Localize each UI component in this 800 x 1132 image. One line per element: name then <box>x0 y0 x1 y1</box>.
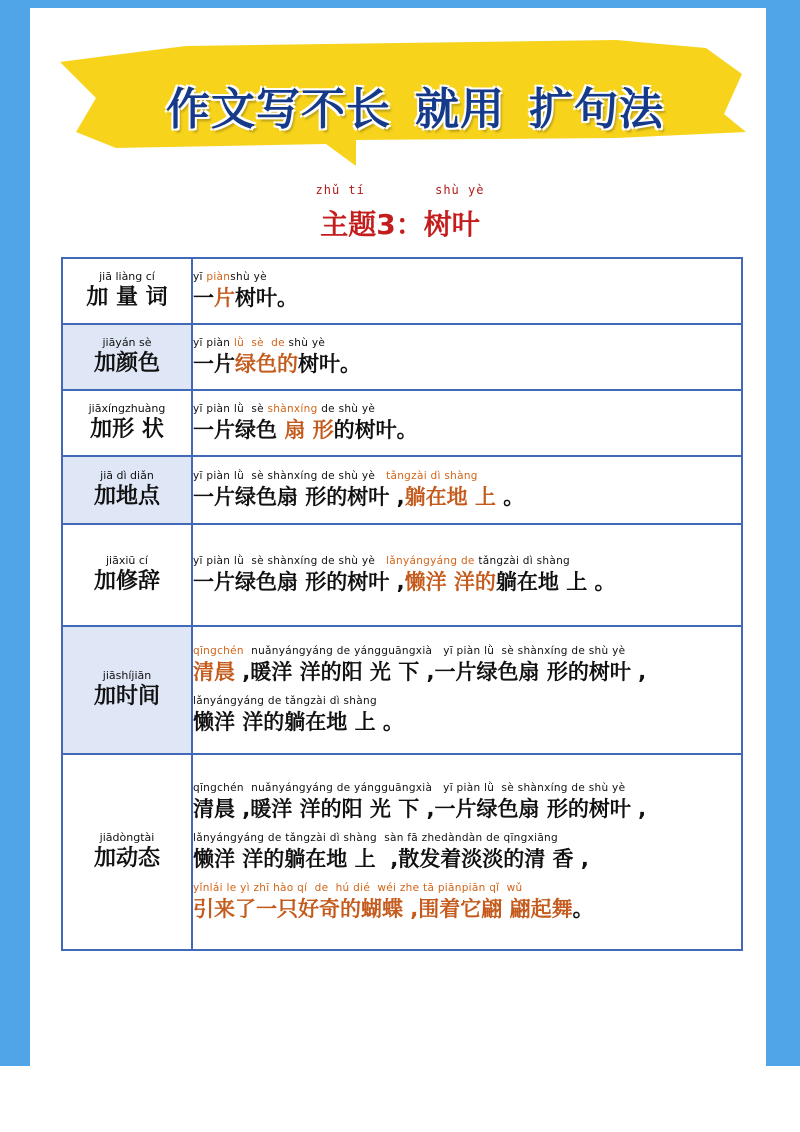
subtitle <box>0 183 800 243</box>
sentence-line <box>193 795 741 823</box>
pinyin-segment: yī piàn lǜ sè shànxíng de shù yè <box>193 470 387 482</box>
sentence-line <box>193 845 741 873</box>
row-label-text: 加修辞 <box>93 569 160 594</box>
table-row <box>62 754 742 950</box>
sentence-segment: 绿色的 <box>235 352 298 376</box>
sentence-segment: 。 <box>572 897 594 921</box>
row-label-text: 加颜色 <box>93 351 160 376</box>
title-part-3: 扩句法 <box>529 84 664 135</box>
pinyin-segment: qīngchén <box>193 645 244 657</box>
row-label-text: 加 量 词 <box>86 285 168 310</box>
sentence-segment: 一片绿色扇 形的树叶 , <box>193 570 405 594</box>
pinyin-line <box>193 554 741 568</box>
table-row <box>62 390 742 456</box>
table-row <box>62 258 742 324</box>
sentence-segment: 片 <box>214 286 235 310</box>
row-sentence <box>192 390 742 456</box>
sentence-segment: 清晨 <box>193 660 235 684</box>
pinyin-segment: shù yè <box>230 271 267 283</box>
sentence-segment: 引来了一只好奇的蝴蝶 ,围着它翩 翩起舞 <box>193 897 573 921</box>
table-row <box>62 524 742 626</box>
row-label-pinyin: jiāyán sè <box>102 336 152 349</box>
sentence-segment: 树叶。 <box>298 352 361 376</box>
sentence-segment: 懒洋 洋的躺在地 上 。 <box>193 710 404 734</box>
sentence-segment: 一片绿色 <box>193 418 285 442</box>
pinyin-line <box>193 336 741 350</box>
title-part-2: 就用 <box>415 84 505 135</box>
line-gap <box>193 873 741 881</box>
row-sentence <box>192 258 742 324</box>
sentence-segment: 一片 <box>193 352 235 376</box>
pinyin-segment: lǜ sè de <box>233 337 285 349</box>
row-label-pinyin: jiāxiū cí <box>106 554 148 567</box>
row-label <box>62 456 192 524</box>
row-label <box>62 258 192 324</box>
row-label-pinyin: jiāshíjiān <box>102 669 152 682</box>
pinyin-line <box>193 469 741 483</box>
table-row <box>62 324 742 390</box>
row-label-text: 加形 状 <box>90 417 164 442</box>
subtitle-pinyin-2: shù yè <box>435 183 485 197</box>
sentence-line <box>193 416 741 444</box>
subtitle-pinyin-1: zhǔ tí <box>315 183 365 197</box>
sentence-segment: 树叶。 <box>235 286 298 310</box>
row-label-pinyin: jiā dì diǎn <box>100 469 154 482</box>
row-sentence <box>192 626 742 754</box>
sentence-line <box>193 708 741 736</box>
expansion-table <box>61 257 743 951</box>
title-part-1: 作文写不长 <box>166 84 391 135</box>
row-label <box>62 754 192 950</box>
sentence-segment: 一片绿色扇 形的树叶 , <box>193 485 405 509</box>
pinyin-segment: lǎnyángyáng de tǎngzài dì shàng sàn fā zhedàndàn de qīngxiāng <box>193 832 558 844</box>
sentence-segment: 一 <box>193 286 214 310</box>
sentence-segment: 扇 形 <box>284 418 334 442</box>
pinyin-segment: lǎnyángyáng de <box>386 555 475 567</box>
pinyin-segment: lǎnyángyáng de tǎngzài dì shàng <box>193 695 377 707</box>
row-label <box>62 324 192 390</box>
row-label-pinyin: jiāxíngzhuàng <box>88 402 166 415</box>
page-title <box>120 70 710 140</box>
sentence-line <box>193 483 741 511</box>
row-label <box>62 390 192 456</box>
subtitle-pinyin <box>0 183 800 201</box>
pinyin-line <box>193 694 741 708</box>
row-label-text: 加动态 <box>93 846 160 871</box>
row-sentence <box>192 324 742 390</box>
sentence-segment: 的树叶。 <box>333 418 418 442</box>
sentence-segment: 躺在地 上 <box>404 485 496 509</box>
row-label-pinyin: jiādòngtài <box>99 831 155 844</box>
pinyin-segment: shù yè <box>284 337 326 349</box>
pinyin-segment: yī piàn lǜ sè <box>193 403 268 415</box>
pinyin-segment: tǎngzài dì shàng <box>386 470 478 482</box>
row-label <box>62 626 192 754</box>
sentence-line <box>193 895 741 923</box>
pinyin-segment: yī piàn lǜ sè shànxíng de shù yè <box>193 555 387 567</box>
pinyin-segment: yī piàn <box>193 337 234 349</box>
row-label-pinyin: jiā liàng cí <box>99 270 155 283</box>
sentence-segment: 懒洋 洋的躺在地 上 ,散发着淡淡的清 香 , <box>193 847 589 871</box>
row-label <box>62 524 192 626</box>
pinyin-line <box>193 644 741 658</box>
line-gap <box>193 823 741 831</box>
sentence-line <box>193 350 741 378</box>
sentence-line <box>193 658 741 686</box>
row-sentence <box>192 524 742 626</box>
pinyin-segment: yǐnlái le yì zhī hào qí de hú dié wéi zhe tā piānpiān qǐ wǔ <box>193 882 523 894</box>
sentence-line <box>193 568 741 596</box>
pinyin-segment: nuǎnyángyáng de yángguāngxià yī piàn lǜ sè shànxíng de shù yè <box>243 645 626 657</box>
pinyin-segment: de shù yè <box>317 403 376 415</box>
sentence-segment: 懒洋 洋的 <box>404 570 496 594</box>
pinyin-segment: tǎngzài dì shàng <box>474 555 570 567</box>
line-gap <box>193 686 741 694</box>
table-row <box>62 456 742 524</box>
subtitle-text: 主题3：树叶 <box>320 208 480 241</box>
sentence-line <box>193 284 741 312</box>
pinyin-line <box>193 781 741 795</box>
pinyin-segment: yī <box>193 271 207 283</box>
pinyin-line <box>193 831 741 845</box>
pinyin-line <box>193 881 741 895</box>
row-label-text: 加地点 <box>93 484 160 509</box>
sentence-segment: 。 <box>495 485 525 509</box>
sentence-segment: 躺在地 上 。 <box>495 570 616 594</box>
row-label-text: 加时间 <box>93 684 160 709</box>
sentence-segment: 清晨 ,暖洋 洋的阳 光 下 ,一片绿色扇 形的树叶 , <box>193 797 647 821</box>
title-banner <box>56 40 746 175</box>
table-row <box>62 626 742 754</box>
pinyin-line <box>193 270 741 284</box>
sentence-segment: ,暖洋 洋的阳 光 下 ,一片绿色扇 形的树叶 , <box>235 660 647 684</box>
pinyin-segment: shànxíng <box>267 403 318 415</box>
pinyin-segment: qīngchén nuǎnyángyáng de yángguāngxià yī piàn lǜ sè shànxíng de shù yè <box>193 782 626 794</box>
pinyin-line <box>193 402 741 416</box>
row-sentence <box>192 456 742 524</box>
pinyin-segment: piàn <box>206 271 231 283</box>
row-sentence <box>192 754 742 950</box>
